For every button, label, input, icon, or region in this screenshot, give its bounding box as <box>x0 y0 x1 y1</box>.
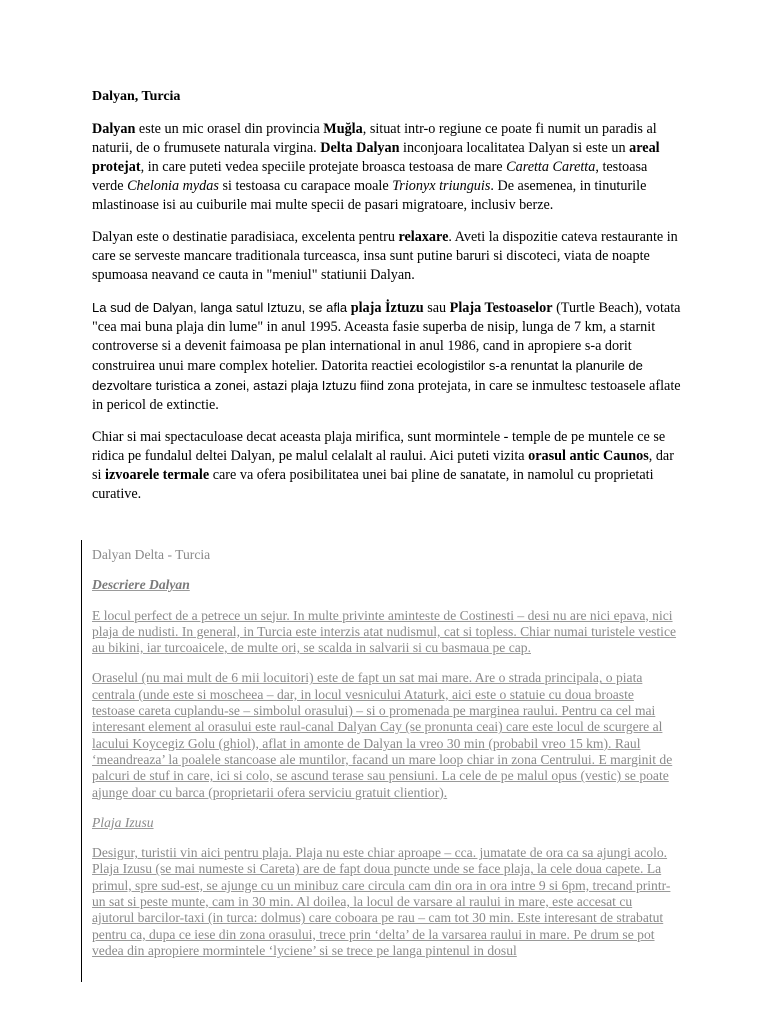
text: , dar si <box>92 448 674 483</box>
text: , testoasa verde <box>92 159 648 194</box>
bold-text: areal protejat <box>92 140 660 175</box>
bold-text: orasul antic Caunos <box>528 448 649 464</box>
bold-text: izvoarele termale <box>105 467 210 483</box>
text: Chiar si mai spectaculoase decat aceasta plaja mirifica, sunt mormintele - temple de pe muntele ce se ridica pe fundalul deltei Dalyan, pe malul celalalt al raului. Aici puteti vizita <box>92 429 666 464</box>
italic-text: Caretta Caretta <box>506 159 596 175</box>
text: , in care puteti vedea speciile protejate broasca testoasa de mare <box>140 159 507 175</box>
paragraph-iztuzu <box>92 298 682 415</box>
italic-text: Chelonia mydas <box>127 178 219 194</box>
bold-text: Dalyan <box>92 121 136 137</box>
quote-paragraph[interactable]: E locul perfect de a petrece un sejur. In multe privinte aminteste de Costinesti – desi nu are nici epava, nici plaja de nudisti. In general, in Turcia este interzis atat nudismul, cat si topless. Chiar numai turistele vestice au bikini, iar turcoaicele, de multe ori, se scalda in salvarii si cu basmaua pe cap. <box>92 607 677 656</box>
text: si testoasa cu carapace moale <box>218 178 393 194</box>
italic-text: Trionyx triunguis <box>392 178 491 194</box>
text: sau <box>423 300 450 316</box>
text: ecologistilor s-a renuntat la planurile de dezvoltare turistica a zonei, astazi plaja Iztuzu fiind <box>92 358 643 393</box>
article <box>92 88 682 517</box>
paragraph-relax <box>92 228 682 285</box>
quote-paragraph[interactable]: Oraselul (nu mai mult de 6 mii locuitori) este de fapt un sat mai mare. Are o strada principala, o piata centrala (unde este si moscheea – dar, in locul vesnicului Ataturk, aici este o statuie cu doua broaste testoase careta cuplandu-se – simbolul orasului) – si o promenada pe marginea raului. Pentru ca cel mai interesant element al orasului este raul-canal Dalyan Cay (se pronunta ceai) care este locul de scurgere al lacului Koycegiz Golu (ghiol), aflat in amonte de Dalyan la vreo 30 min (probabil vreo 15 km). Raul ‘meandreaza’ la poalele stancoase ale muntilor, facand un mare loop chiar in zona Centrului. E marginit de palcuri de stuf in care, ici si colo, se ascund terase sau pensiuni. La cele de pe malul opus (vestic) se poate ajunge doar cu barca (proprietarii ofera serviciu gratuit clientior). <box>92 670 673 800</box>
text: este un mic orasel din provincia <box>135 121 324 137</box>
text: inconjoara localitatea Dalyan si este un <box>399 140 630 156</box>
text: care va ofera posibilitatea unei bai pline de sanatate, in namolul cu proprietati curative. <box>92 467 654 502</box>
quote-subheading-link[interactable]: Plaja Izusu <box>92 814 154 830</box>
text: . Aveti la dispozitie cateva restaurante in care se serveste mancare traditionala turceasca, insa sunt putine baruri si discoteci, viata de noapte spumoasa neavand ce cauta in "meniul" statiunii Dalyan. <box>92 229 678 283</box>
paragraph-intro <box>92 120 682 215</box>
quote-subheading-link[interactable]: Descriere Dalyan <box>92 577 190 593</box>
bold-text: relaxare <box>398 229 449 245</box>
text: Dalyan este o destinatie paradisiaca, excelenta pentru <box>92 229 399 245</box>
bold-text: Delta Dalyan <box>320 140 400 156</box>
quote-heading: Dalyan Delta - Turcia <box>92 547 211 562</box>
text: zona protejata, in care se inmultesc testoasele aflate in pericol de extinctie. <box>92 378 681 413</box>
text: , situat intr-o regiune ce poate fi numit un paradis al naturii, de o frumusete naturala virgina. <box>92 121 657 156</box>
bold-text: plaja İztuzu <box>350 300 424 316</box>
text: (Turtle Beach), votata "cea mai buna plaja din lume" in anul 1995. Aceasta fasie superba de nisip, lunga de 7 km, a starnit controverse si a devenit faimoasa pe plan international in anul 1986, cand in apropiere s-a dorit construirea unui mare complex hotelier. Datorita reactiei <box>92 300 681 374</box>
quoted-source <box>92 547 677 973</box>
text: . De asemenea, in tinuturile mlastinoase isi au cuiburile mai multe specii de pasari migratoare, inclusiv berze. <box>92 178 647 213</box>
article-title: Dalyan, Turcia <box>92 89 181 104</box>
paragraph-caunos <box>92 428 682 504</box>
quote-paragraph[interactable]: Desigur, turistii vin aici pentru plaja. Plaja nu este chiar aproape – cca. jumatate de ora ca sa ajungi acolo. Plaja Izusu (se mai numeste si Careta) are de fapt doua puncte unde se face plaja, la cele doua capete. La primul, spre sud-est, se ajunge cu un minibuz care circula cam din ora in ora intre 9 si 6pm, trecand printr-un sat si peste munte, cam in 30 min. Al doilea, la locul de varsare al raului in mare, este accesat cu ajutorul barcilor-taxi (in turca: dolmus) care coboara pe rau – cam tot 30 min. Este interesant de strabatut pentru ca, dupa ce iese din zona orasului, trece prin ‘delta’ de la varsarea raului in mare. Pe drum se pot vedea din apropiere mormintele ‘lyciene’ si se trece pe langa pintenul in dosul <box>92 845 671 958</box>
bold-text: Plaja Testoaselor <box>449 300 553 316</box>
bold-text: Muğla <box>323 121 363 137</box>
quote-border <box>81 540 82 982</box>
text: La sud de Dalyan, langa satul Iztuzu, se afla <box>92 300 351 315</box>
